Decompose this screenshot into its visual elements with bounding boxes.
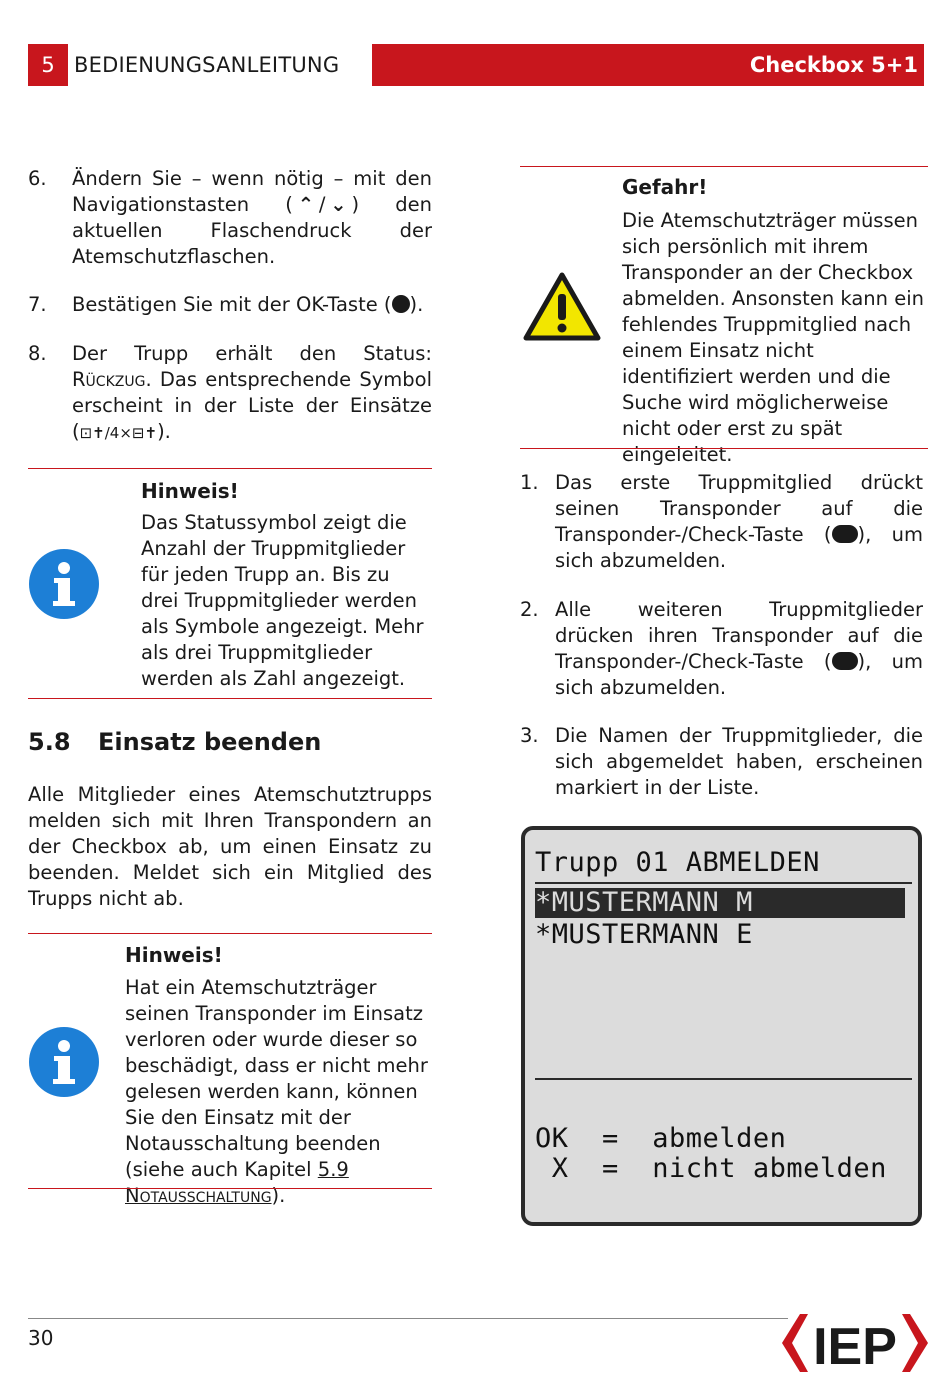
warning-icon <box>523 272 601 346</box>
check-key-icon <box>832 652 858 670</box>
hint2-top-rule <box>28 933 432 934</box>
hint1-title: Hinweis! <box>141 479 239 503</box>
nav-down-icon: ⌄ <box>330 193 347 216</box>
hint1-top-rule <box>28 468 432 469</box>
chapter-title: BEDIENUNGSANLEITUNG <box>74 53 340 77</box>
info-icon <box>29 1027 99 1097</box>
danger-top-rule <box>520 166 928 167</box>
danger-bottom-rule <box>520 448 928 449</box>
ok-key-icon <box>392 295 410 313</box>
lcd-member-selected[interactable]: *MUSTERMANN M <box>535 888 905 918</box>
hint1-bottom-rule <box>28 698 432 699</box>
check-key-icon <box>832 525 858 543</box>
step-6-number: 6. <box>28 167 47 190</box>
step-7-number: 7. <box>28 293 47 316</box>
step-8-number: 8. <box>28 342 47 365</box>
lcd-option-x: X = nicht abmelden <box>535 1153 887 1184</box>
right-step-3-text: Die Namen der Truppmitglieder, die sich abgemeldet haben, erscheinen markiert in der Liste. <box>555 724 923 799</box>
nav-up-icon: ⌃ <box>297 193 315 216</box>
hint1-body: Das Statussymbol zeigt die Anzahl der Truppmitglieder für jeden Trupp an. Bis zu drei Truppmitglieder werden als Symbole angezeigt. Mehr als drei Truppmitglieder werden als Zahl angezeigt. <box>141 511 424 690</box>
status-symbols: ⊡✝/4×⊟✝ <box>79 424 158 442</box>
section-paragraph: Alle Mitglieder eines Atemschutztrupps melden sich mit Ihren Transpondern an der Checkbox ab, um einen Einsatz zu beenden. Meldet sich ein Mitglied des Trupps nicht ab. <box>28 783 432 910</box>
step-6-text: Ändern Sie – wenn nötig – mit den Navigationstasten ( ⌃ / ⌄ ) den aktuellen Flaschendruck der Atemschutzflaschen. <box>72 167 432 268</box>
right-step-2-text: Alle weiteren Truppmitglieder drücken ihren Transponder auf die Transponder-/Check-Taste ( ), um sich abzumelden. <box>555 598 923 699</box>
chapter-number: 5 <box>28 44 68 86</box>
step-8-text: Der Trupp erhält den Status: Rückzug. Das entsprechende Symbol erscheint in der Liste der Einsätze (⊡✝/4×⊟✝). <box>72 342 432 443</box>
right-step-1-text: Das erste Truppmitglied drückt seinen Transponder auf die Transponder-/Check-Taste ( ), um sich abzumelden. <box>555 471 923 572</box>
hint2-body: Hat ein Atemschutzträger seinen Transponder im Einsatz verloren oder wurde dieser so beschädigt, dass er nicht mehr gelesen werden kann, können Sie den Einsatz mit der Notausschaltung beenden (siehe auch Kapitel 5.9 Notausschaltung). <box>125 976 428 1207</box>
hint2-bottom-rule <box>28 1188 432 1189</box>
svg-text:IEP: IEP <box>813 1318 897 1374</box>
product-title: Checkbox 5+1 <box>372 44 924 86</box>
danger-title: Gefahr! <box>622 175 708 199</box>
right-step-3-number: 3. <box>520 724 539 747</box>
footer-rule <box>28 1318 788 1319</box>
step-7-text: Bestätigen Sie mit der OK-Taste ( ). <box>72 293 424 316</box>
section-title: Einsatz beenden <box>98 728 322 756</box>
lcd-title-rule <box>535 882 912 884</box>
lcd-divider <box>535 1078 912 1080</box>
iep-logo <box>780 1312 930 1374</box>
status-rueckzug: Rückzug <box>72 368 146 391</box>
lcd-option-ok: OK = abmelden <box>535 1123 787 1154</box>
lcd-title: Trupp 01 ABMELDEN <box>535 847 820 878</box>
section-number: 5.8 <box>28 728 71 756</box>
info-icon <box>29 549 99 619</box>
page-number: 30 <box>28 1326 54 1350</box>
right-step-2-number: 2. <box>520 598 539 621</box>
danger-body: Die Atemschutzträger müssen sich persönlich mit ihrem Transponder an der Checkbox abmelden. Ansonsten kann ein fehlendes Truppmitglied nach einem Einsatz nicht identifiziert werden und die Suche wird möglicherweise nicht oder erst zu spät eingeleitet. <box>622 209 924 466</box>
right-step-1-number: 1. <box>520 471 539 494</box>
lcd-screen <box>521 826 922 1226</box>
hint2-title: Hinweis! <box>125 943 223 967</box>
lcd-member[interactable]: *MUSTERMANN E <box>535 919 753 950</box>
link-notausschaltung[interactable]: 5.9 Notausschaltung <box>125 1158 349 1207</box>
